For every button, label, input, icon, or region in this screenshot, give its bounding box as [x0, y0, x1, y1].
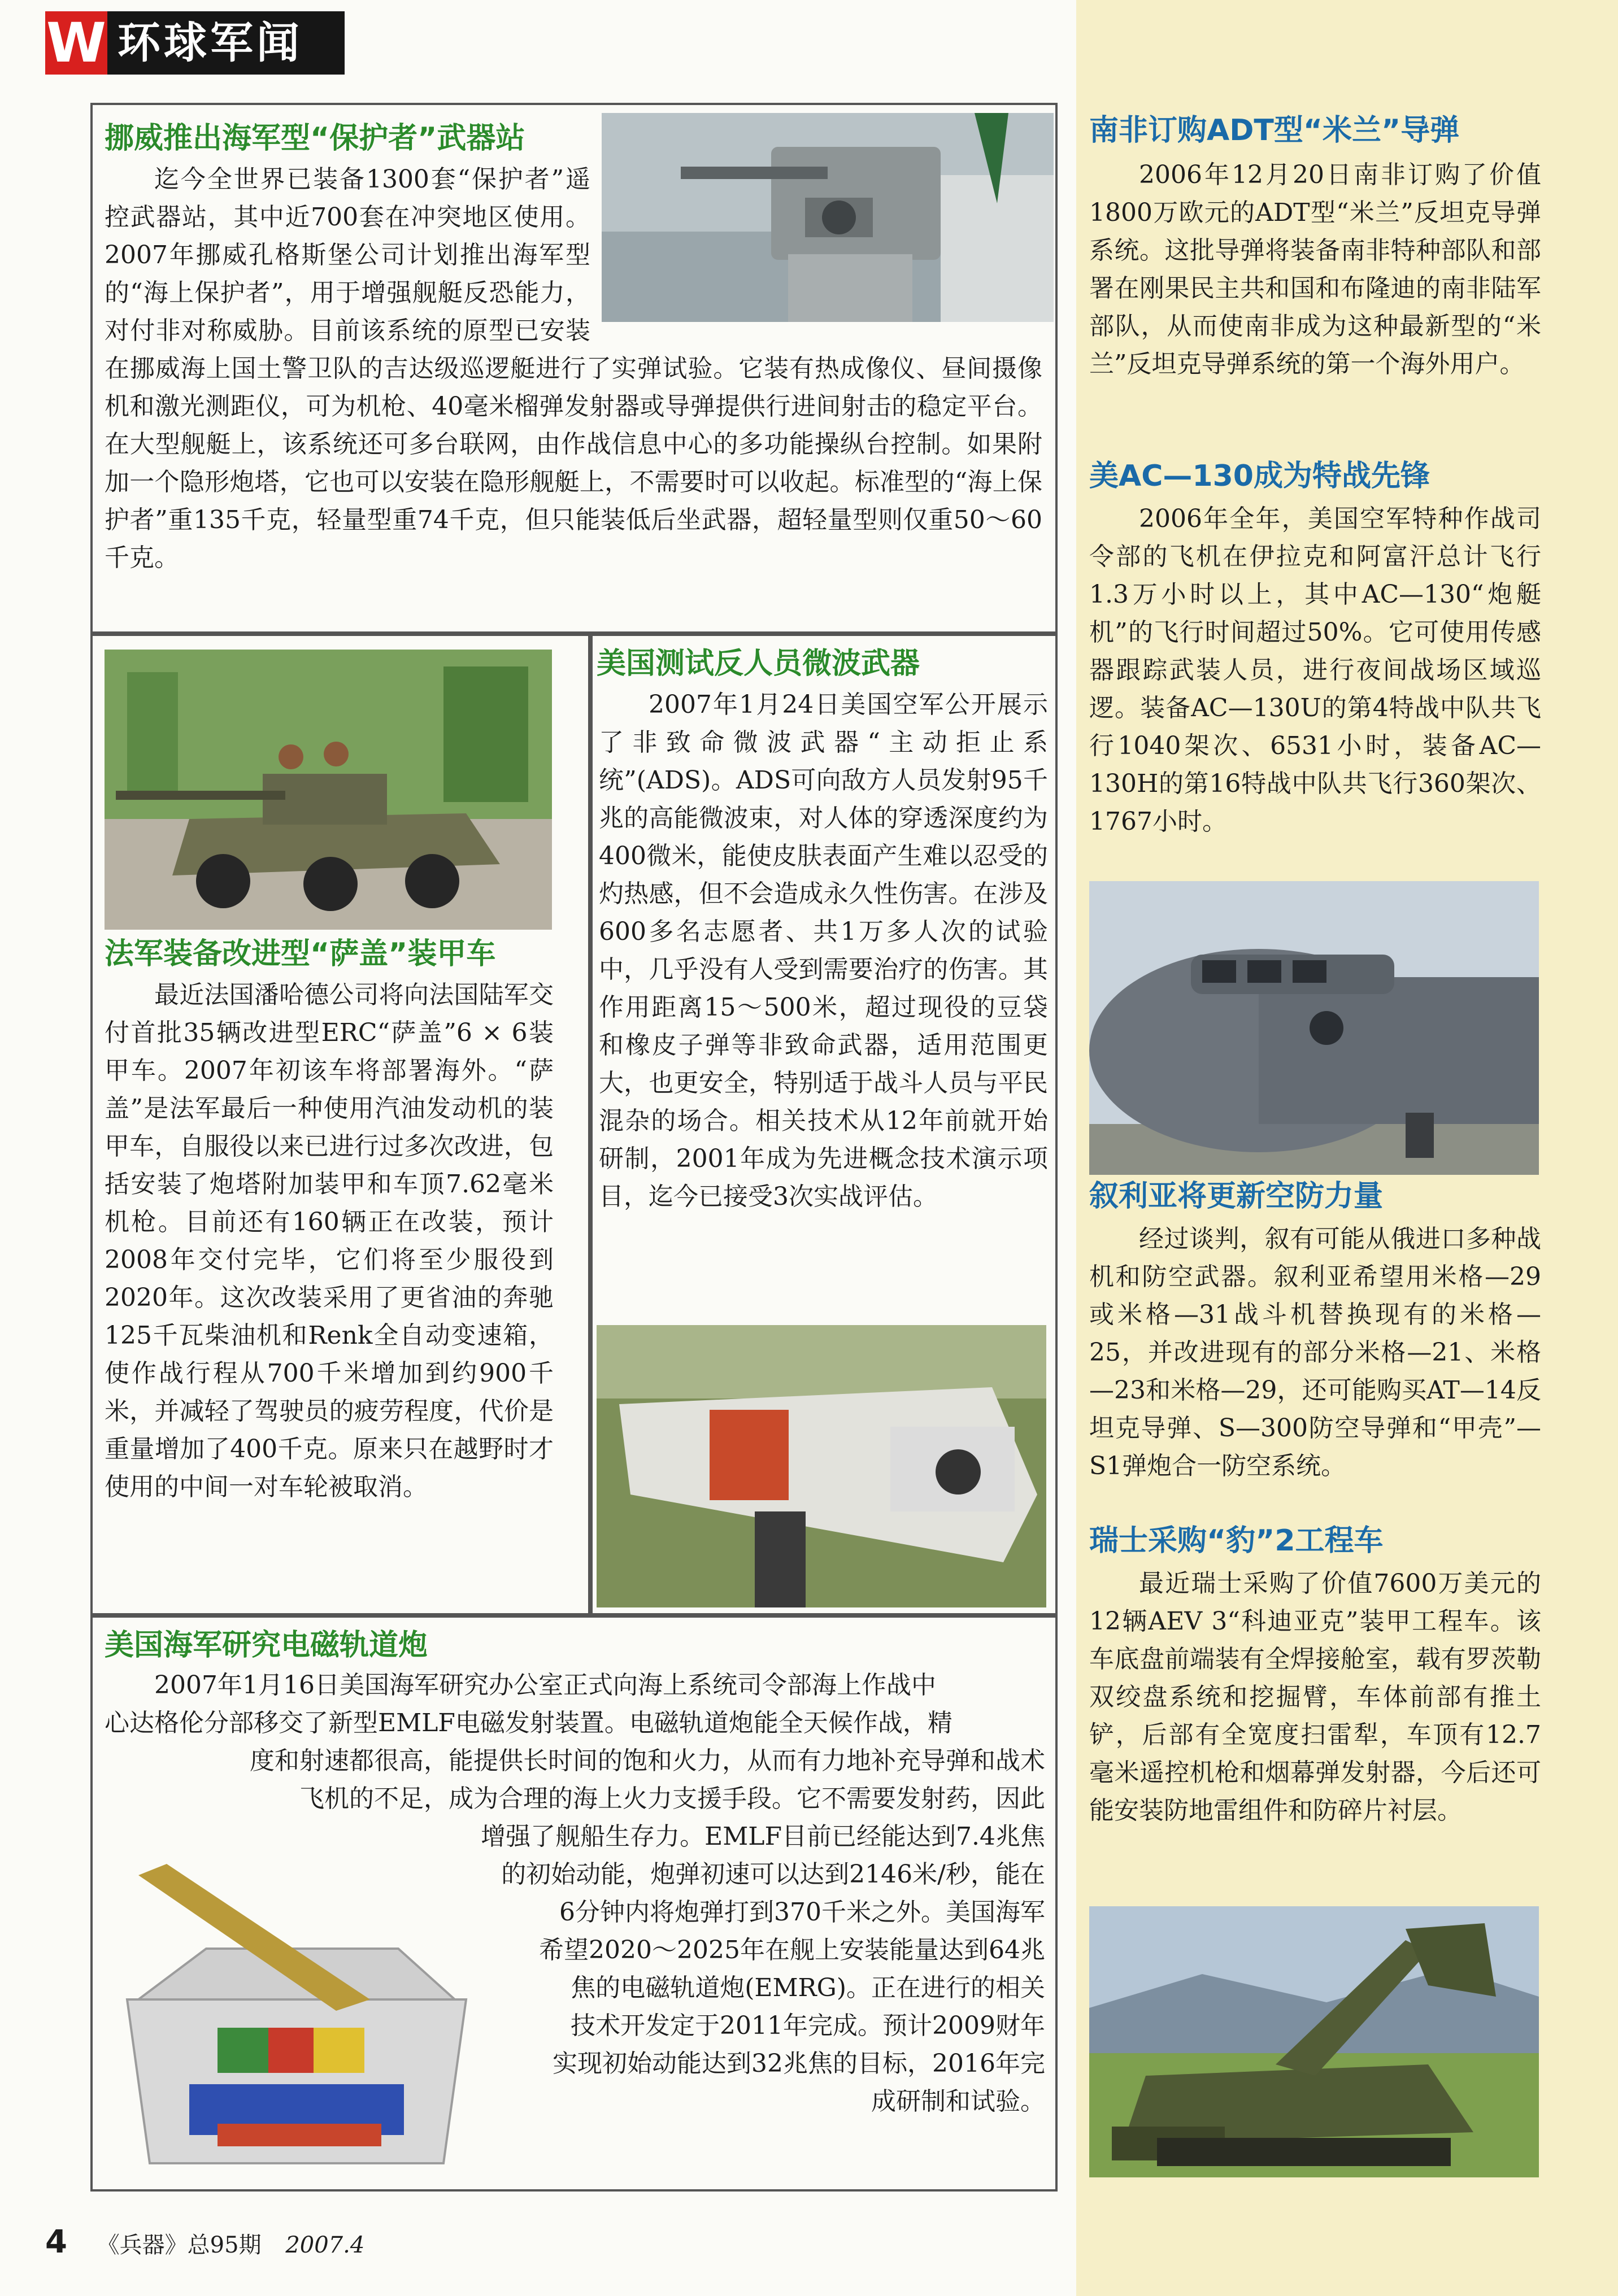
railgun-line-3: 度和射速都很高，能提供长时间的饱和火力，从而有力地补充导弹和战术	[250, 1746, 1045, 1775]
syria-text: 经过谈判，叙有可能从俄进口多种战机和防空武器。叙利亚希望用米格—29或米格—31战斗机替换现有的米格—25，并改进现有的部分米格—21、米格—23和米格—29，还可能购买AT—14反坦克导弹、S—300防空导弹和“甲壳”—S1弹炮合一防空系统。	[1089, 1225, 1541, 1480]
railgun-line-10: 技术开发定于2011年完成。预计2009财年	[571, 2011, 1045, 2040]
magazine-name: 《兵器》总95期	[97, 2232, 262, 2258]
railgun-line-11: 实现初始动能达到32兆焦的目标，2016年完	[553, 2049, 1045, 2078]
ac130-text: 2006年全年，美国空军特种作战司令部的飞机在伊拉克和阿富汗总计飞行1.3万小时以上，其中AC—130“炮艇机”的飞行时间超过50%。它可使用传感器跟踪武装人员，进行夜间战场区域巡逻。装备AC—130U的第4特战中队共飞行1040架次、6531小时，装备AC—130H的第16特战中队共飞行360架次、1767小时。	[1089, 504, 1541, 836]
railgun-line-8: 希望2020～2025年在舰上安装能量达到64兆	[539, 1936, 1045, 1964]
milan-title: 南非订购ADT型“米兰”导弹	[1089, 114, 1460, 147]
section-title: 环球军闻	[107, 11, 345, 75]
microwave-body	[599, 686, 1048, 1215]
microwave-text: 2007年1月24日美国空军公开展示了非致命微波武器“主动拒止系统”(ADS)。ADS可向敌方人员发射95千兆的高能微波束，对人体的穿透深度约为400微米，能使皮肤表面产生难以忍受的灼热感，但不会造成永久性伤害。在涉及600多名志愿者、共1万多人次的试验中，几乎没有人受到需要治疗的伤害。其作用距离15～500米，超过现役的豆袋和橡皮子弹等非致命武器，适用范围更大，也更安全，特别适于战斗人员与平民混杂的场合。相关技术从12年前就开始研制，2001年成为先进概念技术演示项目，迄今已接受3次实战评估。	[599, 690, 1048, 1211]
norway-body	[105, 160, 1042, 629]
syria-body	[1089, 1220, 1541, 1485]
swiss-title: 瑞士采购“豹”2工程车	[1089, 1524, 1384, 1558]
syria-title: 叙利亚将更新空防力量	[1089, 1179, 1384, 1213]
railgun-line-12: 成研制和试验。	[871, 2087, 1045, 2116]
swiss-text: 最近瑞士采购了价值7600万美元的12辆AEV 3“科迪亚克”装甲工程车。该车底盘前端装有全焊接舱室，载有罗茨勒双绞盘系统和挖掘臂，车体前部有推土铲，后部有全宽度扫雷犁，车顶有12.7毫米遥控机枪和烟幕弹发射器，今后还可能安装防地雷组件和防碎片衬层。	[1089, 1569, 1541, 1825]
railgun-line-4: 飞机的不足，成为合理的海上火力支援手段。它不需要发射药，因此	[299, 1784, 1045, 1813]
norway-text: 迄今全世界已装备1300套“保护者”遥控武器站，其中近700套在冲突地区使用。2007年挪威孔格斯堡公司计划推出海军型的“海上保护者”，用于增强舰艇反恐能力，对付非对称威胁。目前该系统的原型已安装在挪威海上国土警卫队的吉达级巡逻艇进行了实弹试验。它装有热成像仪、昼间摄像机和激光测距仪，可为机枪、40毫米榴弹发射器或导弹提供行进间射击的稳定平台。在大型舰艇上，该系统还可多台联网，由作战信息中心的多功能操纵台控制。如果附加一个隐形炮塔，它也可以安装在隐形舰艇上，不需要时可以收起。标准型的“海上保护者”重135千克，轻量型重74千克，但只能装低后坐武器，超轻量型则仅重50～60千克。	[105, 165, 1042, 572]
microwave-title: 美国测试反人员微波武器	[597, 647, 920, 681]
ac130-body	[1089, 500, 1541, 840]
swiss-photo	[1089, 1906, 1539, 2177]
sagaie-text: 最近法国潘哈德公司将向法国陆军交付首批35辆改进型ERC“萨盖”6 × 6装甲车。2007年初该车将部署海外。“萨盖”是法军最后一种使用汽油发动机的装甲车，自服役以来已进行过多次改进，包括安装了炮塔附加装甲和车顶7.62毫米机枪。目前还有160辆正在改装，预计2008年交付完毕，它们将至少服役到2020年。这次改装采用了更省油的奔驰125千瓦柴油机和Renk全自动变速箱，使作战行程从700千米增加到约900千米，并减轻了驾驶员的疲劳程度，代价是重量增加了400千克。原来只在越野时才使用的中间一对车轮被取消。	[105, 981, 554, 1501]
ac130-title: 美AC—130成为特战先锋	[1089, 459, 1430, 493]
railgun-line-2: 心达格伦分部移交了新型EMLF电磁发射装置。电磁轨道炮能全天候作战，精	[105, 1709, 952, 1737]
railgun-line-9: 焦的电磁轨道炮(EMRG)。正在进行的相关	[571, 1973, 1045, 2002]
ac130-photo	[1089, 881, 1539, 1175]
railgun-line-5: 增强了舰船生存力。EMLF目前已经能达到7.4兆焦	[481, 1822, 1045, 1851]
railgun-line-6: 的初始动能，炮弹初速可以达到2146米/秒，能在	[501, 1860, 1045, 1889]
milan-body	[1089, 156, 1541, 383]
swiss-body	[1089, 1565, 1541, 1829]
sagaie-title: 法军装备改进型“萨盖”装甲车	[105, 937, 496, 971]
microwave-photo	[597, 1325, 1046, 1607]
norway-photo	[602, 113, 1054, 322]
issue-number: 2007.4	[285, 2232, 365, 2258]
sagaie-photo	[105, 650, 552, 930]
page-number: 4	[45, 2224, 67, 2260]
railgun-title: 美国海军研究电磁轨道炮	[105, 1628, 428, 1662]
railgun-line-7: 6分钟内将炮弹打到370千米之外。美国海军	[559, 1898, 1045, 1927]
railgun-body	[105, 1666, 1045, 2120]
sagaie-body	[105, 976, 554, 1506]
norway-title: 挪威推出海军型“保护者”武器站	[105, 121, 525, 155]
railgun-line-1: 2007年1月16日美国海军研究办公室正式向海上系统司令部海上作战中	[154, 1671, 936, 1700]
milan-text: 2006年12月20日南非订购了价值1800万欧元的ADT型“米兰”反坦克导弹系统。这批导弹将装备南非特种部队和部署在刚果民主共和国和布隆迪的南非陆军部队，从而使南非成为这种最新型的“米兰”反坦克导弹系统的第一个海外用户。	[1089, 160, 1541, 378]
section-letter: W	[45, 11, 107, 75]
page-footer	[45, 2223, 364, 2262]
